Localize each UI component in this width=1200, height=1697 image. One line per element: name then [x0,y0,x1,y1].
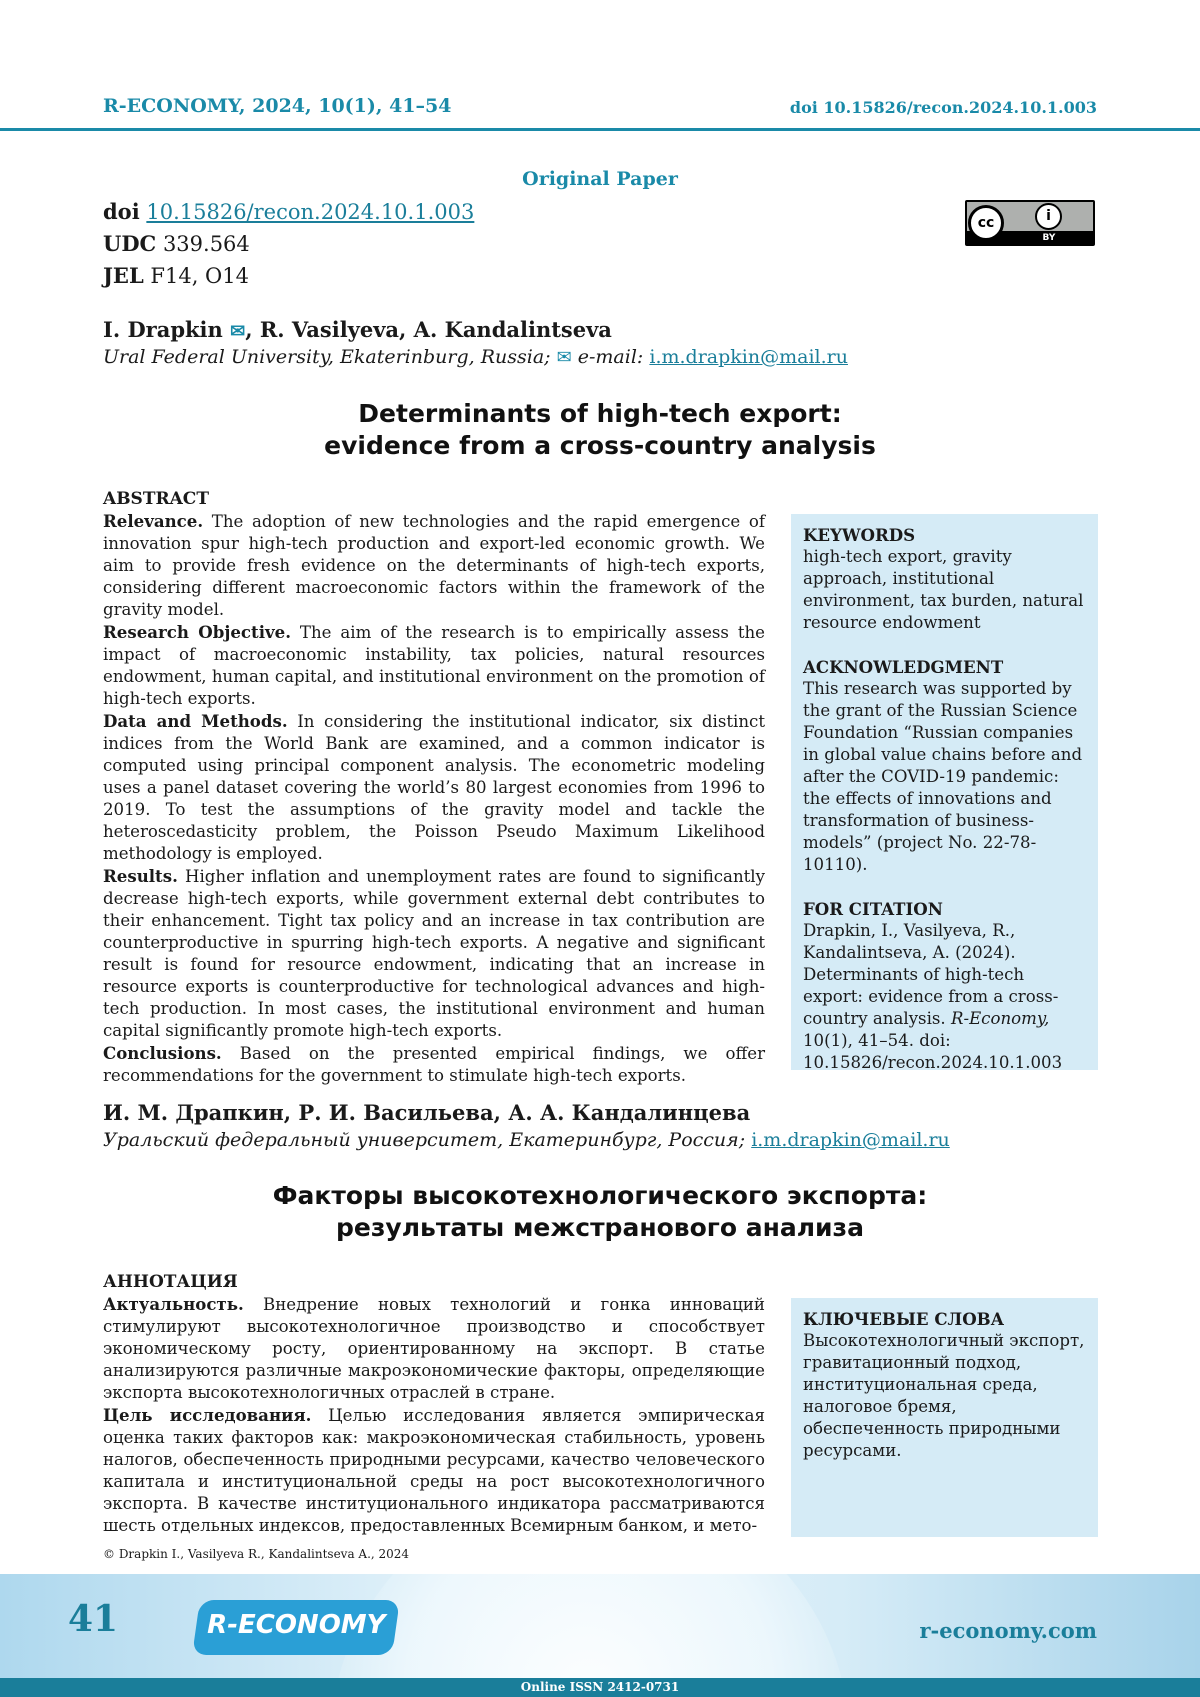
udc-line [103,228,474,260]
coauthors: , R. Vasilyeva, A. Kandalintseva [245,317,612,342]
journal-citation: R-ECONOMY, 2024, 10(1), 41–54 [103,95,452,117]
abstract-ru [103,1271,765,1537]
journal-logo [192,1600,400,1655]
udc-label: UDC [103,231,157,256]
keywords-heading: KEYWORDS [803,525,916,545]
globe-graphic [330,1574,850,1678]
header-doi: doi 10.15826/recon.2024.10.1.003 [789,98,1097,117]
affiliation-text: Ural Federal University, Ekaterinburg, Russia; [103,346,551,368]
article-title-ru [0,1180,1200,1244]
attribution-icon: i [1035,203,1062,230]
abstract-heading: ABSTRACT [103,489,209,509]
journal-site-link[interactable]: r-economy.com [919,1618,1097,1643]
abstract-en [103,488,765,1087]
authors-ru: И. М. Драпкин, Р. И. Васильева, А. А. Кандалинцева [103,1100,751,1125]
abstract-paragraph: Цель исследования. Целью исследования является эмпирическая оценка таких факторов как: макроэкономическая стабильность, уровень налогов, обеспеченность природными ресурсами, качество человеческого капитала и институциональной среды на рост высокотехнологичного экспорта. В качестве институционального индикатора рассматриваются шесть отдельных индексов, предоставленных Всемирным банком, и мето- [103,1405,765,1535]
abstract-paragraph: Conclusions. Based on the presented empirical findings, we offer recommendations for the government to stimulate high-tech exports. [103,1043,765,1085]
email-label: e-mail: [577,346,644,368]
acknowledgment-heading: ACKNOWLEDGMENT [803,657,1004,677]
email-link[interactable]: i.m.drapkin@mail.ru [649,346,848,368]
abstract-paragraph: Актуальность. Внедрение новых технологий и гонка инноваций стимулируют высокотехнологичное производство и способствует экономическому росту, ориентированному на экспорт. В статье анализируются различные макроэкономические факторы, определяющие экспорта высокотехнологичных отраслей в стране. [103,1294,765,1402]
acknowledgment-text: This research was supported by the grant of the Russian Science Foundation “Russian companies in global value chains before and after the COVID-19 pandemic: the effects of innovations and transformation of business-models” (project No. 22-78-10110). [803,679,1083,874]
article-title-en [0,398,1200,462]
citation-text: Drapkin, I., Vasilyeva, R., Kandalintseva, A. (2024). Determinants of high-tech export: evidence from a cross-country analysis. R-Economy, 10(1), 41–54. doi: 10.15826/recon.2024.10.1.003 [803,921,1063,1072]
doi-line [103,196,474,228]
affiliation-ru [103,1129,950,1151]
mail-icon: ✉ [556,347,572,368]
title-line: evidence from a cross-country analysis [324,431,876,460]
header-rule [0,128,1200,131]
running-header [103,95,1097,121]
jel-value: F14, O14 [150,264,249,288]
issn-bar: Online ISSN 2412-0731 [0,1678,1200,1697]
title-line: результаты межстранового анализа [336,1213,864,1242]
sidebar-ru [791,1298,1098,1537]
title-line: Факторы высокотехнологического экспорта: [272,1181,928,1210]
affiliation-text: Уральский федеральный университет, Екатеринбург, Россия; [103,1129,746,1151]
by-label: BY [1042,233,1056,243]
logo-text: R-ECONOMY [207,1610,386,1640]
email-link[interactable]: i.m.drapkin@mail.ru [751,1129,950,1151]
keywords-text: Высокотехнологичный экспорт, гравитационный подход, институциональная среда, налоговое бремя, обеспеченность природными ресурсами. [803,1331,1085,1460]
title-line: Determinants of high-tech export: [358,399,842,428]
abstract-paragraph: Data and Methods. In considering the institutional indicator, six distinct indices from the World Bank are examined, and a common indicator is computed using principal component analysis. The econometric modeling uses a panel dataset covering the world’s 80 largest economies from 1996 to 2019. To test the assumptions of the gravity model and tackle the heteroscedasticity problem, the Poisson Pseudo Maximum Likelihood methodology is employed. [103,711,766,863]
doi-link[interactable]: 10.15826/recon.2024.10.1.003 [146,200,475,224]
cc-icon: cc [968,205,1004,241]
mail-icon: ✉ [230,321,246,342]
jel-label: JEL [103,263,144,288]
authors-en [103,317,612,342]
abstract-paragraph: Research Objective. The aim of the research is to empirically assess the impact of macroeconomic instability, tax policies, natural resources endowment, human capital, and institutional environment on the promotion of high-tech exports. [103,622,766,708]
affiliation-en [103,346,848,368]
doi-label: doi [103,199,140,224]
citation-heading: FOR CITATION [803,899,943,919]
page-number: 41 [68,1598,119,1640]
abstract-paragraph: Relevance. The adoption of new technologies and the rapid emergence of innovation spur high-tech production and export-led economic growth. We aim to provide fresh evidence on the determinants of high-tech exports, considering different macroeconomic factors within the framework of the gravity model. [103,511,765,619]
keywords-text: high-tech export, gravity approach, institutional environment, tax burden, natural resource endowment [803,547,1084,632]
paper-type: Original Paper [522,168,678,190]
corresponding-author: I. Drapkin [103,317,223,342]
article-meta [103,196,474,292]
cc-by-license-badge[interactable] [965,200,1095,246]
keywords-heading: КЛЮЧЕВЫЕ СЛОВА [803,1309,1005,1329]
sidebar-en [791,514,1098,1070]
copyright: © Drapkin I., Vasilyeva R., Kandalintseva A., 2024 [103,1547,410,1561]
abstract-paragraph: Results. Higher inflation and unemployment rates are found to significantly decrease high-tech exports, while government external debt contributes to their enhancement. Tight tax policy and an increase in tax contribution are counterproductive in spurring high-tech exports. A negative and significant result is found for resource endowment, indicating that an increase in resource exports is counterproductive for technological advances and high-tech production. In most cases, the institutional environment and human capital significantly promote high-tech exports. [103,866,765,1040]
jel-line [103,260,474,292]
page-footer [0,1574,1200,1678]
udc-value: 339.564 [162,232,250,256]
abstract-heading: АННОТАЦИЯ [103,1272,238,1292]
